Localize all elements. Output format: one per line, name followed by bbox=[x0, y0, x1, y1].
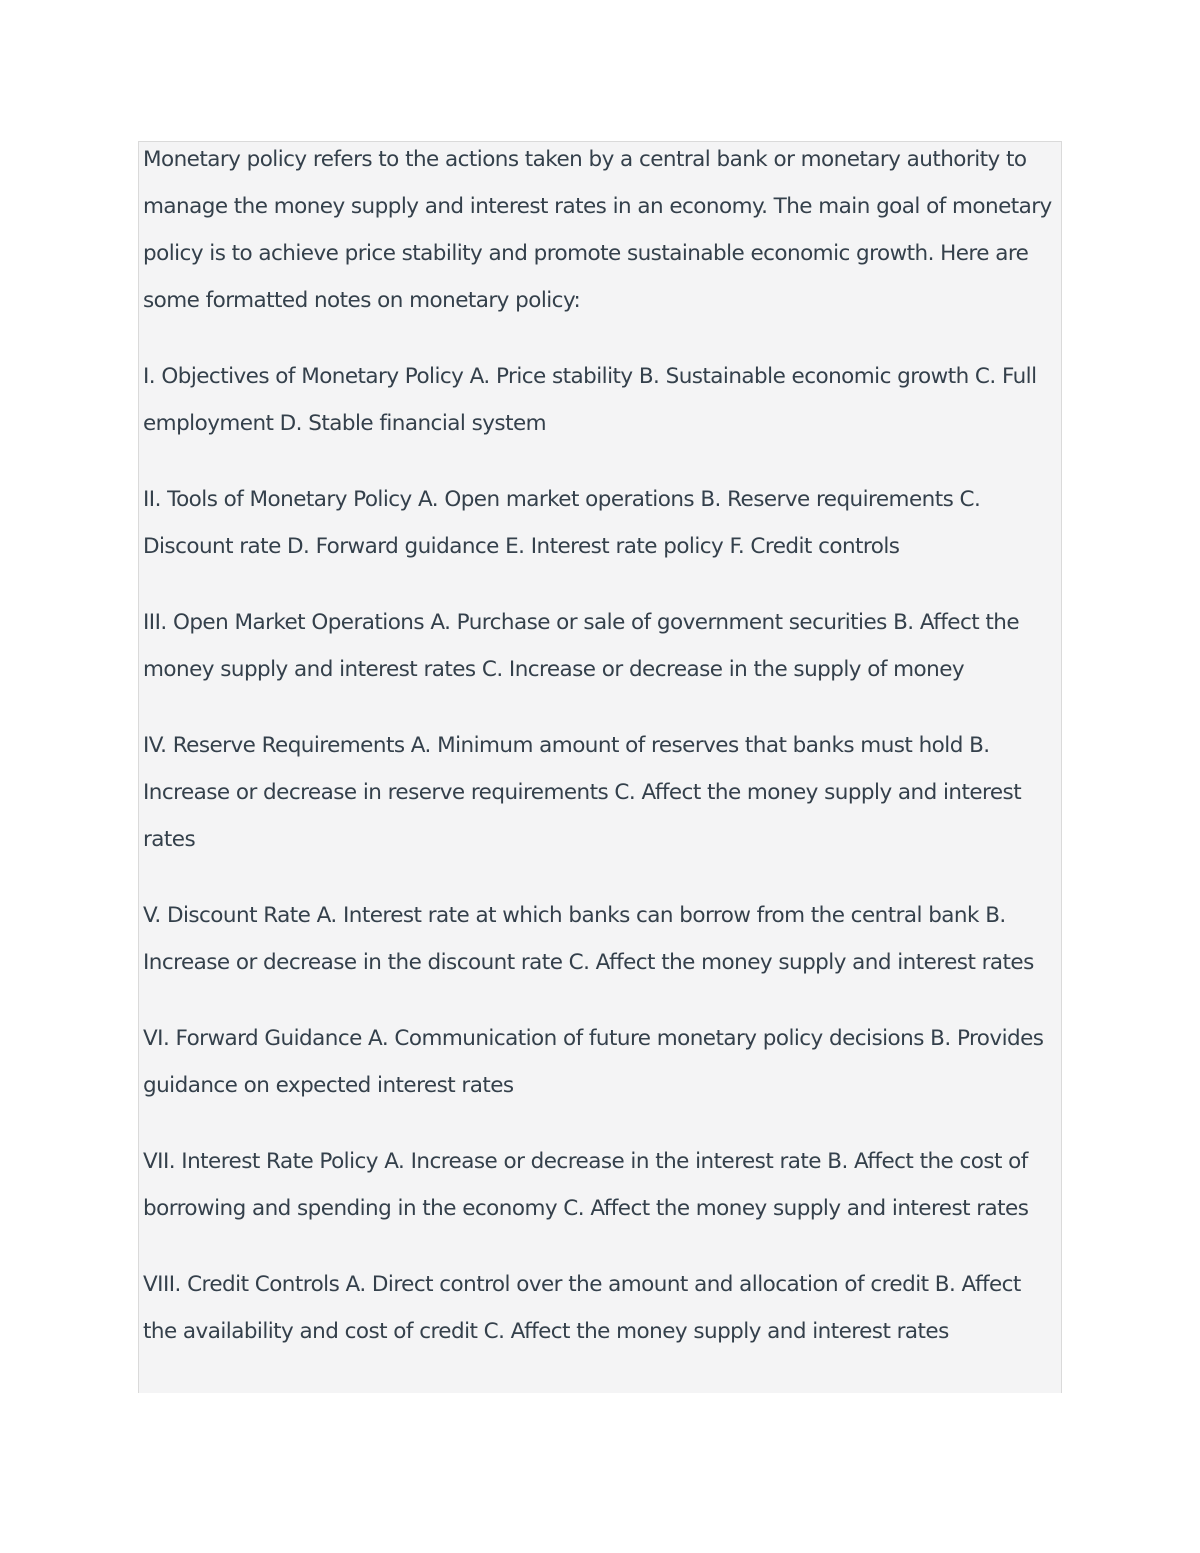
section-reserve-requirements: IV. Reserve Requirements A. Minimum amount of reserves that banks must hold B. Increase or decrease in reserve requirements C. Affect the money supply and interest rates bbox=[143, 733, 1022, 852]
section-open-market-operations: III. Open Market Operations A. Purchase or sale of government securities B. Affect the money supply and interest rates C. Increase or decrease in the supply of money bbox=[143, 610, 1020, 682]
monetary-policy-notes bbox=[138, 141, 1062, 1393]
section-interest-rate-policy: VII. Interest Rate Policy A. Increase or decrease in the interest rate B. Affect the cost of borrowing and spending in the economy C. Affect the money supply and interest rates bbox=[143, 1149, 1029, 1221]
section-credit-controls: VIII. Credit Controls A. Direct control over the amount and allocation of credit B. Affect the availability and cost of credit C. Affect the money supply and interest rates bbox=[143, 1272, 1021, 1344]
section-objectives: I. Objectives of Monetary Policy A. Price stability B. Sustainable economic growth C. Full employment D. Stable financial system bbox=[143, 364, 1037, 436]
section-discount-rate: V. Discount Rate A. Interest rate at which banks can borrow from the central bank B. Increase or decrease in the discount rate C. Affect the money supply and interest rates bbox=[143, 903, 1034, 975]
intro-paragraph: Monetary policy refers to the actions taken by a central bank or monetary authority to manage the money supply and interest rates in an economy. The main goal of monetary policy is to achieve price stability and promote sustainable economic growth. Here are some formatted notes on monetary policy: bbox=[143, 147, 1052, 313]
section-forward-guidance: VI. Forward Guidance A. Communication of future monetary policy decisions B. Provides guidance on expected interest rates bbox=[143, 1026, 1044, 1098]
section-tools: II. Tools of Monetary Policy A. Open market operations B. Reserve requirements C. Discount rate D. Forward guidance E. Interest rate policy F. Credit controls bbox=[143, 487, 981, 559]
